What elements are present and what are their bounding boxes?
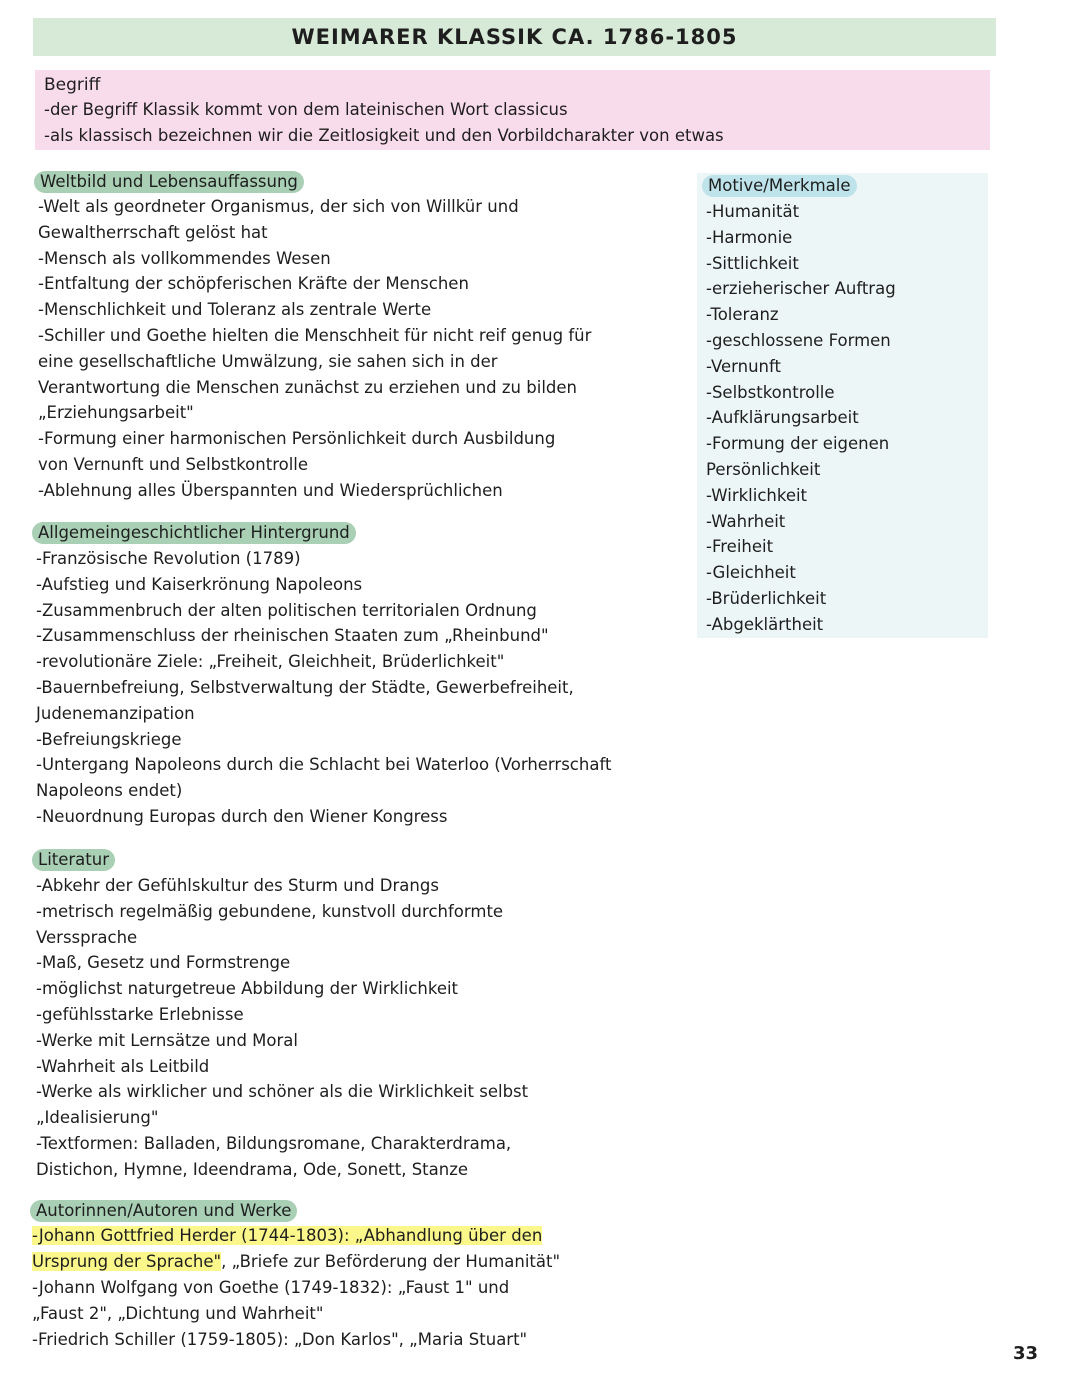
literatur-heading: Literatur (32, 849, 115, 871)
hintergrund-line: Napoleons endet) (36, 781, 183, 801)
weltbild-line: Verantwortung die Menschen zunächst zu erziehen und zu bilden (38, 377, 577, 397)
literatur-line: -Maß, Gesetz und Formstrenge (36, 953, 291, 973)
weltbild-line: -Welt als geordneter Organismus, der sich von Willkür und (38, 197, 519, 216)
weltbild-line: -Ablehnung alles Überspannten und Wiedersprüchlichen (38, 480, 503, 500)
motive-line: -Formung der eigenen (706, 434, 890, 454)
literatur-line: Verssprache (36, 927, 138, 947)
motive-line: -Aufklärungsarbeit (706, 408, 859, 428)
begriff-line: -der Begriff Klassik kommt von dem lateinischen Wort classicus (44, 100, 568, 119)
motive-line: -Wirklichkeit (706, 485, 808, 505)
autoren-line: -Johann Wolfgang von Goethe (1749-1832): „Faust 1" und (32, 1278, 510, 1297)
motive-line: -Toleranz (706, 305, 779, 325)
weltbild-line: eine gesellschaftliche Umwälzung, sie sahen sich in der (38, 351, 498, 371)
literatur-line: Distichon, Hymne, Ideendrama, Ode, Sonett, Stanze (36, 1159, 469, 1179)
weltbild-line: -Schiller und Goethe hielten die Menschheit für nicht reif genug für (38, 326, 592, 345)
motive-line: -Selbstkontrolle (706, 382, 835, 402)
weltbild-line: -Menschlichkeit und Toleranz als zentrale Werte (38, 300, 432, 320)
motive-line: -Brüderlichkeit (706, 589, 827, 608)
motive-line: -Wahrheit (706, 511, 786, 531)
autoren-heading: Autorinnen/Autoren und Werke (30, 1200, 297, 1222)
autoren-text: , „Briefe zur Beförderung der Humanität" (221, 1252, 561, 1271)
hintergrund-line: -Befreiungskriege (36, 729, 182, 749)
motive-line: -Gleichheit (706, 563, 796, 583)
motive-line: -geschlossene Formen (706, 331, 891, 350)
hintergrund-line: -Untergang Napoleons durch die Schlacht bei Waterloo (Vorherrschaft (36, 755, 612, 775)
motive-line: -Freiheit (706, 537, 774, 557)
hintergrund-line: Judenemanzipation (36, 703, 195, 723)
weltbild-line: Gewaltherrschaft gelöst hat (38, 222, 268, 242)
motive-line: -Sittlichkeit (706, 253, 799, 273)
highlighted-text: -Johann Gottfried Herder (1744-1803): „Abhandlung über den (32, 1226, 543, 1245)
literatur-line: -Werke mit Lernsätze und Moral (36, 1030, 298, 1050)
begriff-line: -als klassisch bezeichnen wir die Zeitlosigkeit und den Vorbildcharakter von etwas (44, 126, 724, 145)
begriff-heading: Begriff (44, 75, 101, 95)
weltbild-line: -Mensch als vollkommendes Wesen (38, 248, 331, 268)
hintergrund-line: -Zusammenbruch der alten politischen territorialen Ordnung (36, 600, 537, 620)
weltbild-heading: Weltbild und Lebensauffassung (34, 171, 304, 193)
motive-line: -Vernunft (706, 356, 781, 376)
motive-heading: Motive/Merkmale (702, 175, 857, 197)
highlighted-text: Ursprung der Sprache" (32, 1252, 222, 1271)
autoren-line: -Friedrich Schiller (1759-1805): „Don Karlos", „Maria Stuart" (32, 1330, 528, 1349)
motive-line: -Humanität (706, 202, 800, 221)
literatur-line: -gefühlsstarke Erlebnisse (36, 1005, 244, 1024)
weltbild-line: -Formung einer harmonischen Persönlichkeit durch Ausbildung (38, 429, 556, 449)
literatur-line: -Werke als wirklicher und schöner als die Wirklichkeit selbst (36, 1082, 529, 1102)
hintergrund-line: -Bauernbefreiung, Selbstverwaltung der Städte, Gewerbefreiheit, (36, 678, 574, 697)
literatur-line: -Textformen: Balladen, Bildungsromane, Charakterdrama, (36, 1134, 512, 1153)
motive-line: -Abgeklärtheit (706, 614, 824, 634)
page-title: WEIMARER KLASSIK CA. 1786-1805 (33, 18, 996, 56)
motive-line: -Harmonie (706, 227, 793, 247)
autoren-line (32, 1249, 560, 1275)
hintergrund-heading: Allgemeingeschichtlicher Hintergrund (32, 522, 356, 544)
autoren-line: „Faust 2", „Dichtung und Wahrheit" (32, 1304, 324, 1323)
weltbild-line: -Entfaltung der schöpferischen Kräfte der Menschen (38, 274, 469, 294)
page-number: 33 (1013, 1343, 1039, 1364)
hintergrund-line: -Zusammenschluss der rheinischen Staaten zum „Rheinbund" (36, 626, 549, 646)
literatur-line: „Idealisierung" (36, 1108, 159, 1128)
hintergrund-line: -Aufstieg und Kaiserkrönung Napoleons (36, 574, 363, 594)
literatur-line: -möglichst naturgetreue Abbildung der Wirklichkeit (36, 979, 459, 999)
motive-line: -erzieherischer Auftrag (706, 279, 896, 299)
weltbild-line: von Vernunft und Selbstkontrolle (38, 455, 309, 474)
weltbild-line: „Erziehungsarbeit" (38, 403, 194, 423)
literatur-line: -Wahrheit als Leitbild (36, 1056, 210, 1076)
motive-line: Persönlichkeit (706, 460, 821, 479)
literatur-line: -Abkehr der Gefühlskultur des Sturm und Drangs (36, 876, 439, 895)
hintergrund-line: -Neuordnung Europas durch den Wiener Kongress (36, 807, 448, 826)
autoren-line (32, 1223, 542, 1249)
literatur-line: -metrisch regelmäßig gebundene, kunstvoll durchformte (36, 901, 504, 921)
hintergrund-line: -revolutionäre Ziele: „Freiheit, Gleichheit, Brüderlichkeit" (36, 652, 505, 672)
hintergrund-line: -Französische Revolution (1789) (36, 549, 301, 568)
